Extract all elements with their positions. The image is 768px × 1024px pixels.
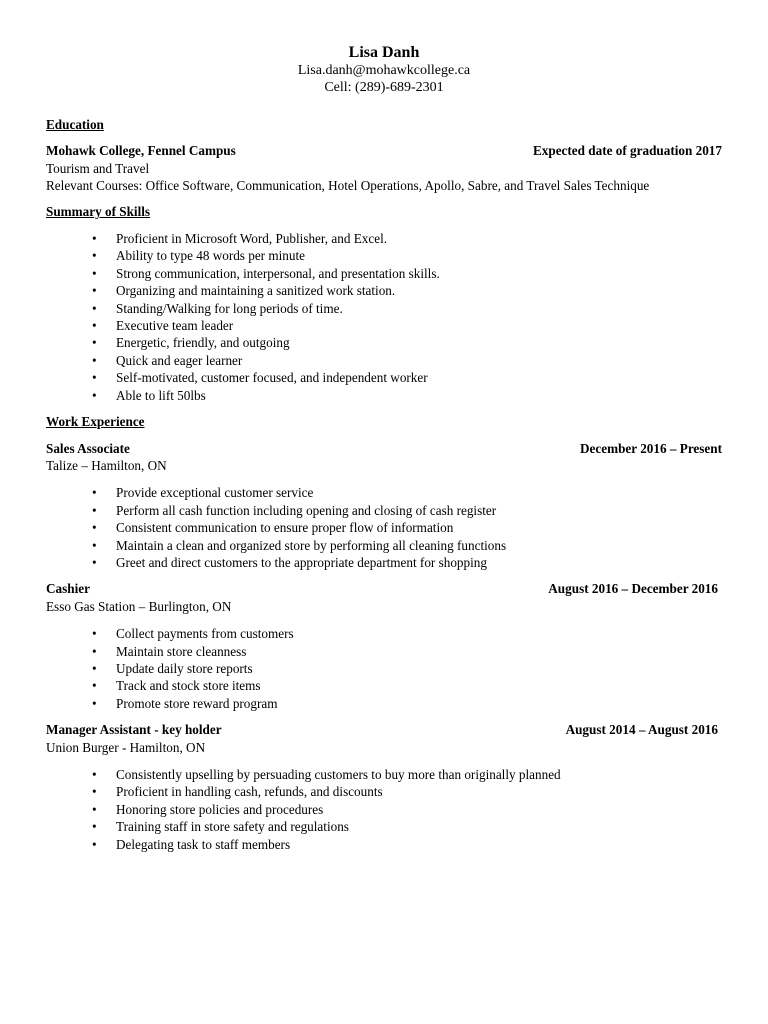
- skills-list: [46, 230, 722, 404]
- job-header-row: [46, 440, 722, 457]
- job-role: Manager Assistant - key holder: [46, 722, 222, 738]
- job-role: Sales Associate: [46, 440, 130, 456]
- job-dates: August 2016 – December 2016: [548, 581, 718, 597]
- list-item: • Delegating task to staff members: [46, 836, 722, 853]
- list-item: • Self-motivated, customer focused, and independent worker: [46, 369, 722, 386]
- list-item: • Strong communication, interpersonal, and presentation skills.: [46, 265, 722, 282]
- job-company: Esso Gas Station – Burlington, ON: [46, 598, 232, 614]
- list-item: • Promote store reward program: [46, 695, 722, 712]
- resume-content: [46, 116, 722, 853]
- list-item: • Executive team leader: [46, 317, 722, 334]
- list-item: • Update daily store reports: [46, 660, 722, 677]
- list-item: • Energetic, friendly, and outgoing: [46, 334, 722, 351]
- school-name: Mohawk College, Fennel Campus: [46, 143, 236, 159]
- job-duties-list: [46, 766, 722, 853]
- job-duties-list: [46, 484, 722, 571]
- job-header-row: [46, 721, 722, 738]
- education-heading: Education: [46, 117, 104, 132]
- list-item: • Greet and direct customers to the appropriate department for shopping: [46, 554, 722, 571]
- list-item: • Consistently upselling by persuading customers to buy more than originally planned: [46, 766, 722, 783]
- list-item: • Maintain store cleanness: [46, 643, 722, 660]
- list-item: • Able to lift 50lbs: [46, 387, 722, 404]
- list-item: • Quick and eager learner: [46, 352, 722, 369]
- list-item: • Proficient in Microsoft Word, Publisher, and Excel.: [46, 230, 722, 247]
- education-header-row: [46, 142, 722, 159]
- resume-header: [0, 44, 768, 96]
- job-dates: August 2014 – August 2016: [565, 722, 718, 738]
- job-company: Talize – Hamilton, ON: [46, 457, 167, 473]
- graduation-date: Expected date of graduation 2017: [532, 143, 722, 159]
- list-item: • Maintain a clean and organized store by performing all cleaning functions: [46, 537, 722, 554]
- list-item: • Training staff in store safety and regulations: [46, 818, 722, 835]
- work-experience-heading: Work Experience: [46, 414, 145, 430]
- candidate-name: Lisa Danh: [348, 44, 420, 61]
- program-name: Tourism and Travel: [46, 160, 150, 176]
- relevant-courses: Relevant Courses: Office Software, Communication, Hotel Operations, Apollo, Sabre, and Travel Sales Technique: [46, 178, 650, 194]
- email-text: Lisa.danh@mohawkcollege.ca: [297, 63, 471, 78]
- list-item: • Honoring store policies and procedures: [46, 801, 722, 818]
- job-role: Cashier: [46, 581, 90, 597]
- list-item: • Consistent communication to ensure proper flow of information: [46, 519, 722, 536]
- skills-heading: Summary of Skills: [46, 203, 151, 219]
- list-item: • Organizing and maintaining a sanitized work station.: [46, 282, 722, 299]
- list-item: • Track and stock store items: [46, 677, 722, 694]
- list-item: • Collect payments from customers: [46, 625, 722, 642]
- list-item: • Proficient in handling cash, refunds, and discounts: [46, 783, 722, 800]
- job-company: Union Burger - Hamilton, ON: [46, 739, 206, 755]
- list-item: • Provide exceptional customer service: [46, 484, 722, 501]
- job-header-row: [46, 580, 722, 597]
- list-item: • Standing/Walking for long periods of time.: [46, 300, 722, 317]
- list-item: • Perform all cash function including opening and closing of cash register: [46, 502, 722, 519]
- list-item: • Ability to type 48 words per minute: [46, 247, 722, 264]
- job-duties-list: [46, 625, 722, 712]
- job-dates: December 2016 – Present: [580, 440, 722, 456]
- phone-text: Cell: (289)-689-2301: [324, 80, 444, 95]
